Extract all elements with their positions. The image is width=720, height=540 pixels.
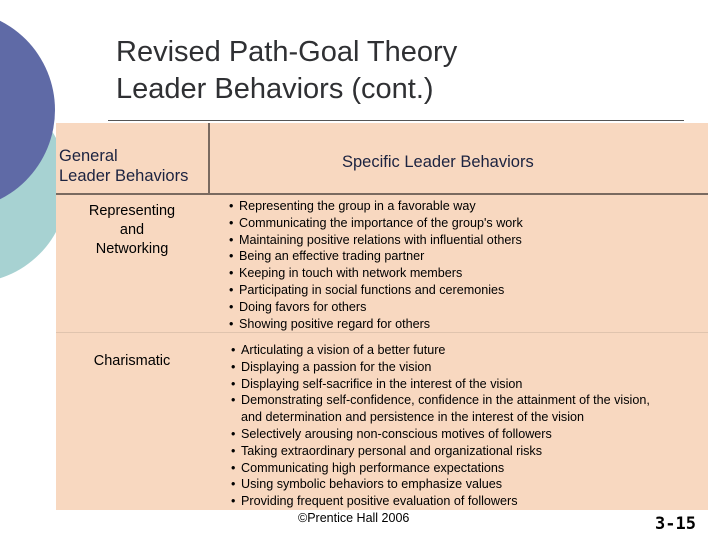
behavior-list-charismatic [231,342,650,510]
title-divider [108,120,684,121]
header-divider [56,193,708,195]
slide-title [116,34,457,108]
behavior-item: • Displaying self-sacrifice in the interest of the vision [231,376,650,393]
header-left-line-1: General [59,147,118,165]
behavior-item: • Doing favors for others [229,299,523,316]
behavior-item: • Representing the group in a favorable way [229,198,523,215]
behavior-item: • Communicating the importance of the group's work [229,215,523,232]
behavior-item: • Taking extraordinary personal and organizational risks [231,443,650,460]
behavior-list-representing [229,198,523,332]
behavior-item: • Selectively arousing non-conscious motives of followers [231,426,650,443]
category-line: Networking [95,241,169,257]
category-line: Representing [88,203,176,219]
column-header-general [59,146,188,186]
behavior-item: • Being an effective trading partner [229,248,523,265]
copyright-footer: ©Prentice Hall 2006 [298,511,410,525]
category-representing-networking [72,202,192,259]
category-line: Charismatic [93,353,171,369]
behavior-item: • Participating in social functions and ceremonies [229,282,523,299]
title-line-2: Leader Behaviors (cont.) [116,73,434,105]
page-number: 3-15 [655,514,696,534]
behavior-item: • Demonstrating self-confidence, confidence in the attainment of the vision, and determination and persistence in the interest of the vision [231,392,650,426]
behavior-item: • Showing positive regard for others [229,316,523,333]
behavior-item: • Maintaining positive relations with influential others [229,232,523,249]
behavior-item: • Providing frequent positive evaluation of followers [231,493,650,510]
category-line: and [119,222,145,238]
behavior-item: • Communicating high performance expectations [231,460,650,477]
behavior-item: • Keeping in touch with network members [229,265,523,282]
header-left-line-2: Leader Behaviors [59,167,189,185]
column-header-specific: Specific Leader Behaviors [342,153,534,171]
behavior-item-continuation: and determination and persistence in the interest of the vision [241,410,585,425]
behavior-item: • Articulating a vision of a better future [231,342,650,359]
behavior-item: • Displaying a passion for the vision [231,359,650,376]
title-line-1: Revised Path-Goal Theory [116,36,458,68]
column-divider [208,123,210,193]
category-charismatic [72,352,192,371]
behavior-item: • Using symbolic behaviors to emphasize values [231,476,650,493]
